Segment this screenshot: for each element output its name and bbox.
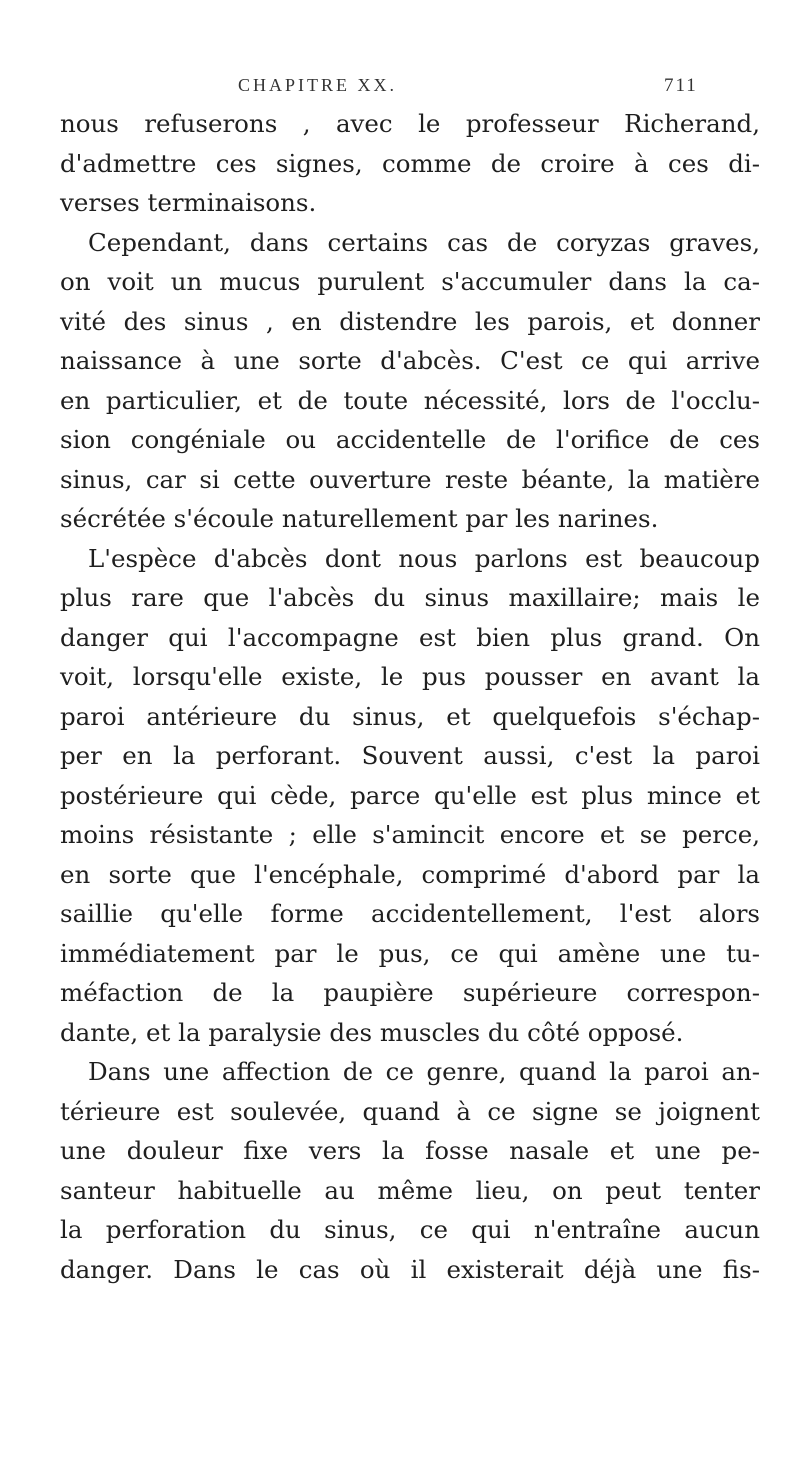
- text-line: santeur habituelle au même lieu, on peut tenter: [60, 1175, 760, 1205]
- running-head: [0, 75, 800, 99]
- text-line: plus rare que l'abcès du sinus maxillaire; mais le: [60, 583, 760, 612]
- body-text: [60, 104, 760, 1289]
- text-line: moins résistante ; elle s'amincit encore et se perce,: [60, 820, 760, 849]
- text-line: L'espèce d'abcès dont nous parlons est beaucoup: [88, 543, 760, 573]
- text-line: une douleur fixe vers la fosse nasale et une pe-: [60, 1136, 760, 1165]
- text-line: méfaction de la paupière supérieure correspon-: [60, 978, 760, 1007]
- page-number: 711: [664, 75, 698, 96]
- text-line: Dans une affection de ce genre, quand la paroi an-: [88, 1057, 760, 1086]
- text-line: dante, et la paralysie des muscles du côté opposé.: [60, 1017, 684, 1047]
- text-line: d'admettre ces signes, comme de croire à ces di-: [60, 148, 760, 178]
- text-line: naissance à une sorte d'abcès. C'est ce qui arrive: [60, 346, 760, 375]
- text-line: en particulier, et de toute nécessité, lors de l'occlu-: [60, 385, 760, 415]
- text-line: nous refuserons , avec le professeur Richerand,: [60, 109, 760, 138]
- text-line: la perforation du sinus, ce qui n'entraîne aucun: [60, 1215, 760, 1244]
- text-line: vité des sinus , en distendre les parois, et donner: [60, 306, 760, 336]
- text-line: voit, lorsqu'elle existe, le pus pousser en avant la: [60, 662, 760, 691]
- text-line: on voit un mucus purulent s'accumuler dans la ca-: [60, 267, 760, 296]
- text-line: sion congéniale ou accidentelle de l'orifice de ces: [60, 425, 760, 454]
- text-line: sécrétée s'écoule naturellement par les narines.: [60, 504, 659, 533]
- text-line: per en la perforant. Souvent aussi, c'est la paroi: [60, 741, 760, 770]
- text-line: immédiatement par le pus, ce qui amène une tu-: [60, 938, 760, 968]
- text-line: saillie qu'elle forme accidentellement, l'est alors: [60, 899, 760, 928]
- text-line: en sorte que l'encéphale, comprimé d'abord par la: [60, 859, 760, 889]
- text-line: paroi antérieure du sinus, et quelquefois s'échap-: [60, 701, 760, 731]
- text-line: danger qui l'accompagne est bien plus grand. On: [60, 622, 760, 652]
- text-line: danger. Dans le cas où il existerait déjà une fis-: [60, 1254, 760, 1284]
- text-line: sinus, car si cette ouverture reste béante, la matière: [60, 464, 760, 494]
- text-line: térieure est soulevée, quand à ce signe se joignent: [60, 1096, 760, 1126]
- text-line: Cependant, dans certains cas de coryzas graves,: [88, 227, 760, 257]
- text-line: verses terminaisons.: [60, 188, 317, 217]
- chapter-title: CHAPITRE XX.: [238, 75, 398, 95]
- text-line: postérieure qui cède, parce qu'elle est plus mince et: [60, 780, 760, 810]
